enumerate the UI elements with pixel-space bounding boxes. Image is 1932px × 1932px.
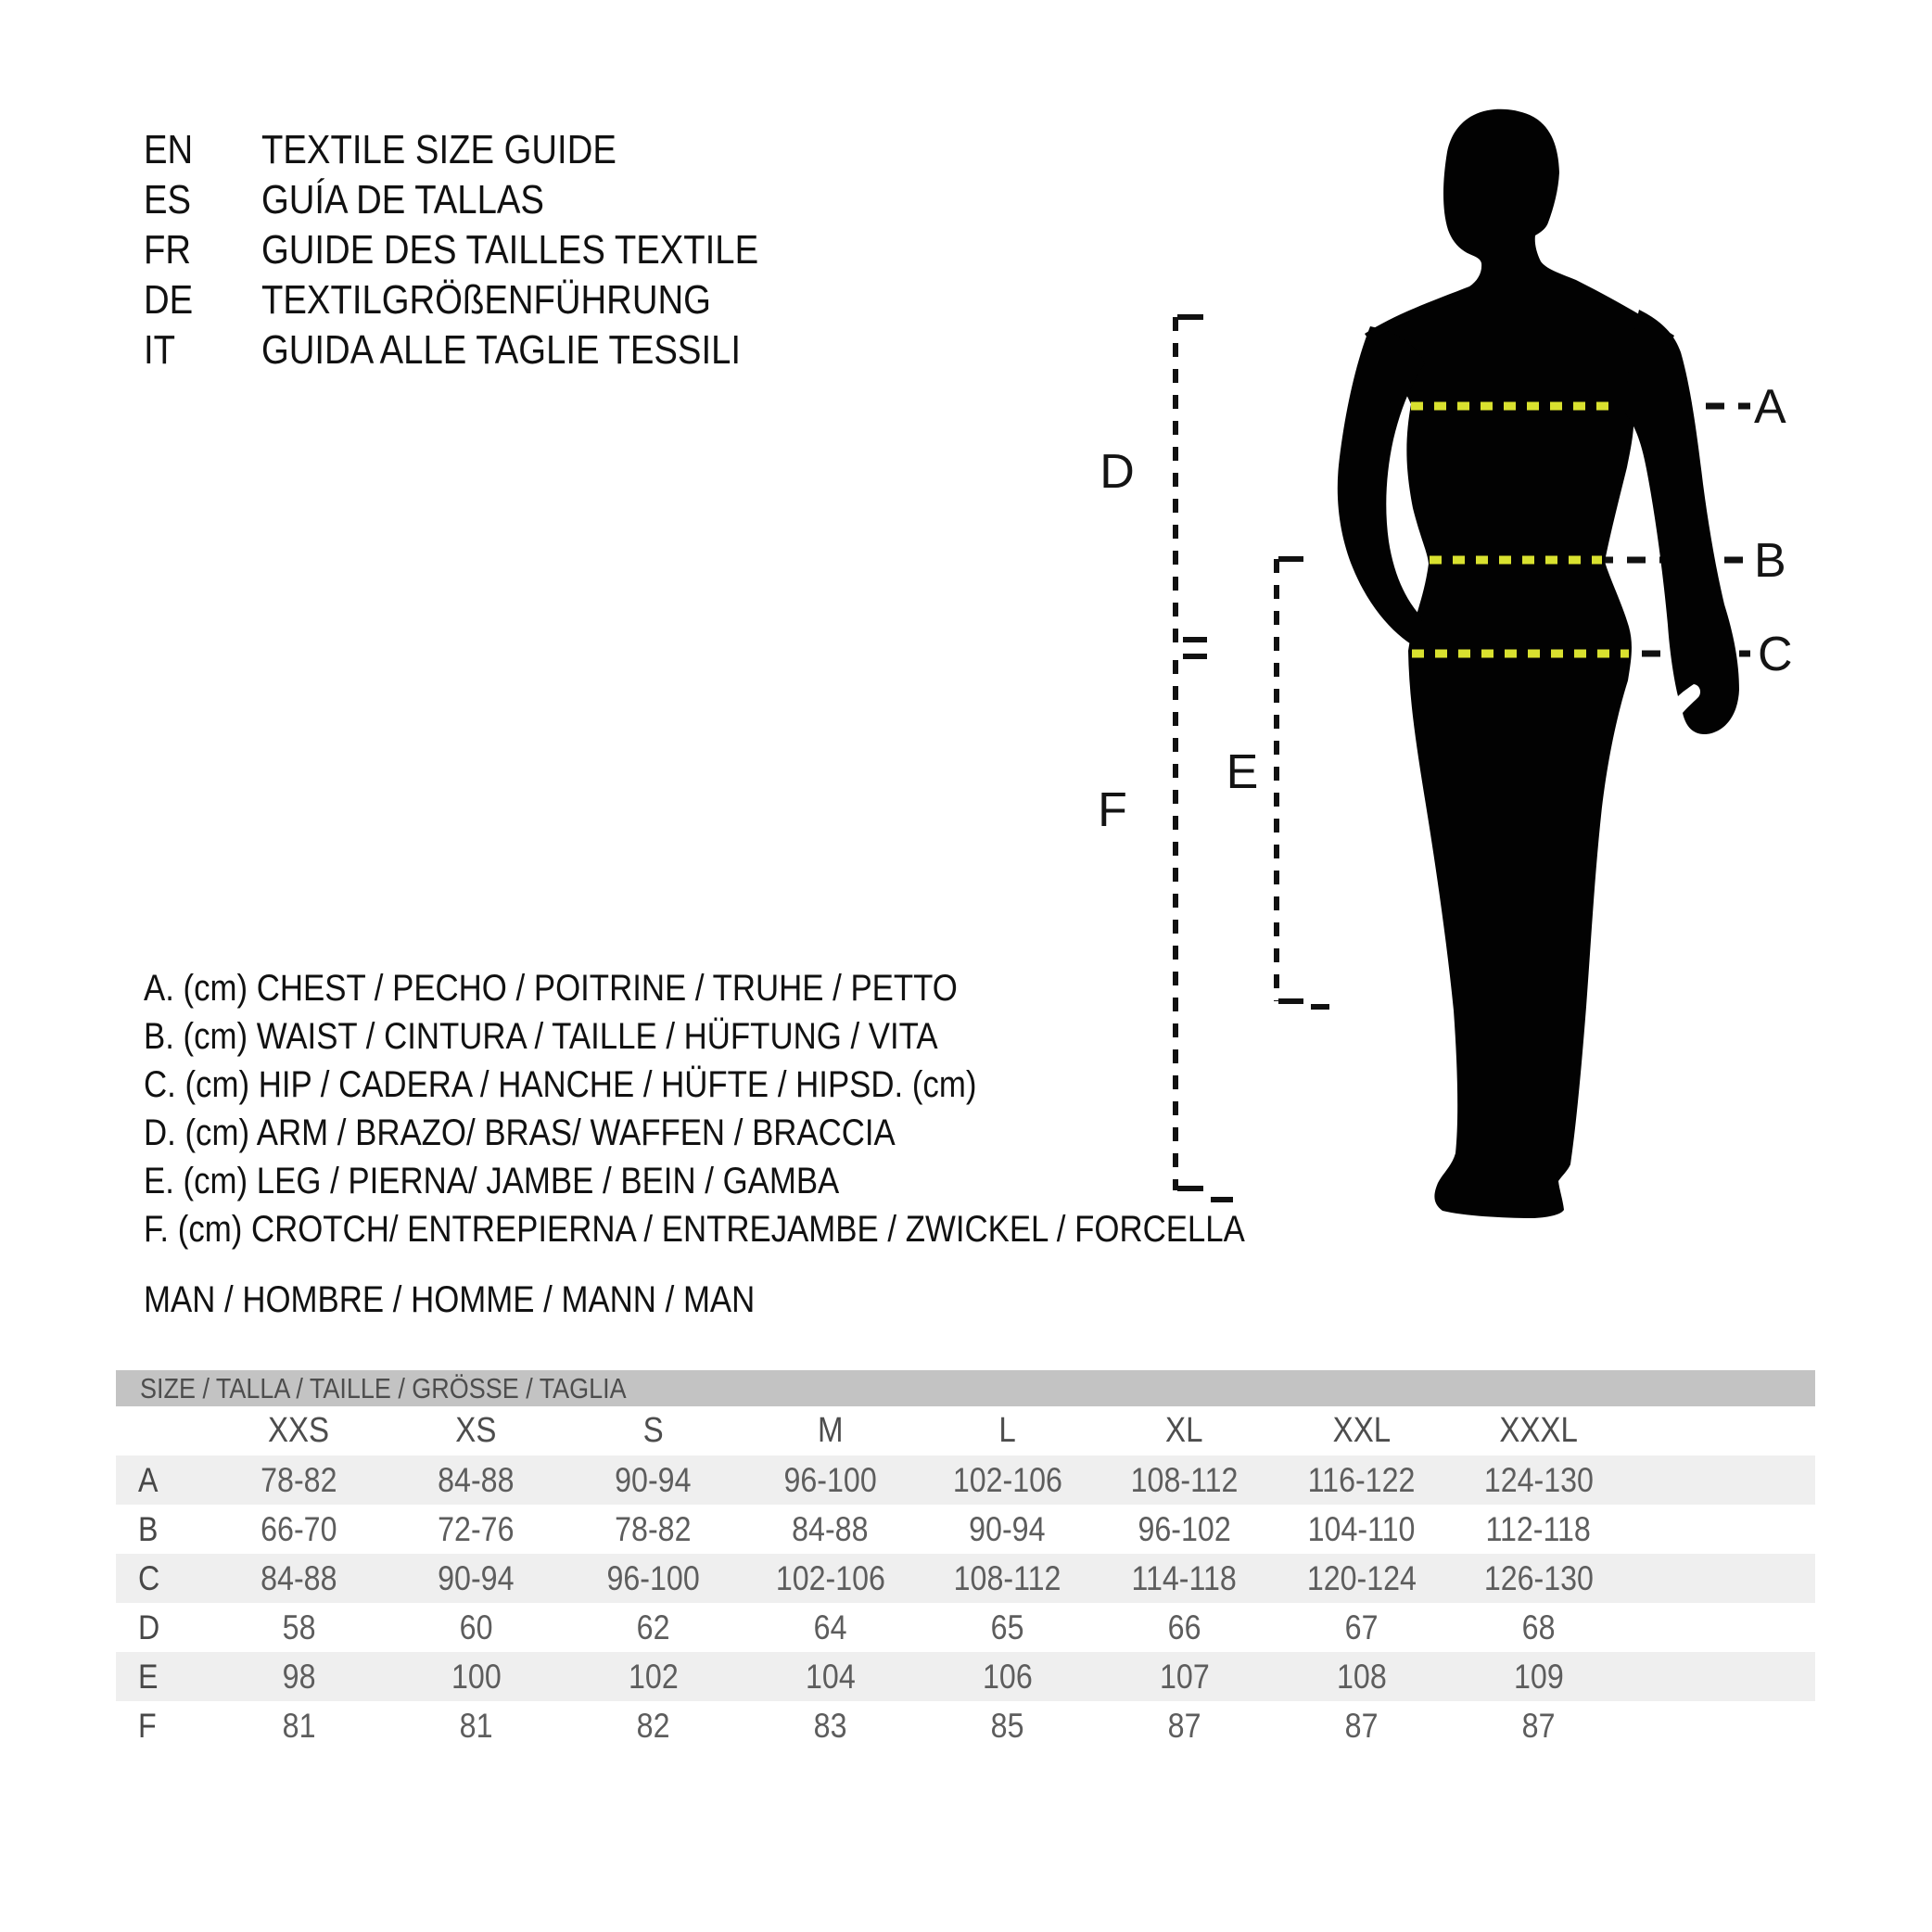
- size-col-header: XXXL: [1499, 1411, 1578, 1450]
- size-value-cell: 108: [1336, 1657, 1387, 1696]
- filler-cell: [1627, 1652, 1815, 1701]
- man-silhouette: [1365, 109, 1674, 1218]
- callout-letter-arm: D: [1099, 445, 1135, 499]
- category-line: MAN / HOMBRE / HOMME / MANN / MAN: [144, 1278, 756, 1320]
- size-value-cell: 81: [282, 1706, 316, 1745]
- language-code: EN: [144, 127, 194, 172]
- size-value-cell: 112-118: [1485, 1509, 1592, 1548]
- size-value-cell: 90-94: [969, 1509, 1046, 1548]
- language-title: GUÍA DE TALLAS: [261, 177, 544, 222]
- size-value-cell: 62: [636, 1608, 670, 1646]
- filler-cell: [1627, 1406, 1815, 1455]
- size-col-header: S: [642, 1411, 664, 1450]
- legend-line-hip: C. (cm) HIP / CADERA / HANCHE / HÜFTE / HIPSD. (cm): [144, 1063, 977, 1105]
- size-value-cell: 66-70: [261, 1509, 337, 1548]
- size-value-cell: 72-76: [438, 1509, 515, 1548]
- row-label: F: [138, 1706, 157, 1745]
- size-value-cell: 96-100: [783, 1460, 877, 1499]
- size-value-cell: 84-88: [792, 1509, 869, 1548]
- size-value-cell: 102-106: [952, 1460, 1062, 1499]
- right-arm-silhouette: [1625, 310, 1739, 734]
- size-value-cell: 84-88: [261, 1558, 337, 1597]
- size-value-cell: 116-122: [1307, 1460, 1416, 1499]
- language-code: ES: [144, 177, 192, 222]
- filler-cell: [1627, 1603, 1815, 1652]
- row-label: D: [138, 1608, 160, 1646]
- size-value-cell: 83: [813, 1706, 847, 1745]
- callout-letter-crotch: F: [1098, 783, 1127, 837]
- size-value-cell: 108-112: [953, 1558, 1061, 1597]
- callout-letter-leg: E: [1226, 745, 1259, 799]
- size-value-cell: 102-106: [775, 1558, 885, 1597]
- size-table: [116, 1406, 1815, 1750]
- filler-cell: [1627, 1554, 1815, 1603]
- table-row-leg: [116, 1652, 1815, 1701]
- size-value-cell: 102: [628, 1657, 679, 1696]
- legend-line-crotch: F. (cm) CROTCH/ ENTREPIERNA / ENTREJAMBE / ZWICKEL / FORCELLA: [144, 1208, 1245, 1250]
- language-code: IT: [144, 327, 176, 373]
- size-header-row: [116, 1406, 1815, 1455]
- size-col-header: M: [817, 1411, 844, 1450]
- row-label: B: [138, 1509, 159, 1548]
- size-value-cell: 58: [282, 1608, 316, 1646]
- language-title: GUIDA ALLE TAGLIE TESSILI: [261, 327, 742, 373]
- size-value-cell: 106: [982, 1657, 1033, 1696]
- callout-letter-hip: C: [1758, 628, 1793, 681]
- legend-line-waist: B. (cm) WAIST / CINTURA / TAILLE / HÜFTUNG / VITA: [144, 1015, 938, 1057]
- size-col-header: XXL: [1332, 1411, 1391, 1450]
- size-value-cell: 114-118: [1131, 1558, 1238, 1597]
- size-value-cell: 68: [1521, 1608, 1556, 1646]
- size-value-cell: 78-82: [615, 1509, 692, 1548]
- table-title: SIZE / TALLA / TAILLE / GRÖSSE / TAGLIA: [140, 1371, 627, 1405]
- size-value-cell: 120-124: [1306, 1558, 1417, 1597]
- size-value-cell: 96-100: [606, 1558, 700, 1597]
- legend-line-leg: E. (cm) LEG / PIERNA/ JAMBE / BEIN / GAMBA: [144, 1160, 840, 1201]
- size-value-cell: 85: [990, 1706, 1024, 1745]
- size-value-cell: 67: [1344, 1608, 1379, 1646]
- row-label: C: [138, 1558, 160, 1597]
- size-col-header: XL: [1165, 1411, 1203, 1450]
- size-col-header: XXS: [268, 1411, 330, 1450]
- size-table-section: [116, 1370, 1815, 1750]
- size-value-cell: 104-110: [1307, 1509, 1416, 1548]
- size-value-cell: 124-130: [1483, 1460, 1594, 1499]
- callout-letter-waist: B: [1754, 534, 1786, 588]
- filler-cell: [1627, 1505, 1815, 1554]
- size-value-cell: 66: [1167, 1608, 1201, 1646]
- size-value-cell: 87: [1521, 1706, 1556, 1745]
- language-title: TEXTILGRÖßENFÜHRUNG: [261, 277, 711, 323]
- table-row-chest: [116, 1455, 1815, 1505]
- table-title-bar: [116, 1370, 1815, 1406]
- language-code: DE: [144, 277, 194, 323]
- size-value-cell: 65: [990, 1608, 1024, 1646]
- size-value-cell: 81: [459, 1706, 493, 1745]
- size-value-cell: 98: [282, 1657, 316, 1696]
- size-col-header: XS: [455, 1411, 497, 1450]
- table-row-waist: [116, 1505, 1815, 1554]
- size-value-cell: 90-94: [438, 1558, 515, 1597]
- size-value-cell: 84-88: [438, 1460, 515, 1499]
- size-value-cell: 108-112: [1130, 1460, 1239, 1499]
- size-value-cell: 107: [1159, 1657, 1210, 1696]
- size-value-cell: 78-82: [261, 1460, 337, 1499]
- size-value-cell: 100: [451, 1657, 502, 1696]
- size-value-cell: 96-102: [1138, 1509, 1231, 1548]
- size-value-cell: 90-94: [615, 1460, 692, 1499]
- corner-cell: [116, 1406, 210, 1455]
- size-value-cell: 87: [1344, 1706, 1379, 1745]
- language-code: FR: [144, 227, 192, 273]
- size-value-cell: 109: [1513, 1657, 1564, 1696]
- table-row-arm: [116, 1603, 1815, 1652]
- table-row-crotch: [116, 1701, 1815, 1750]
- legend-line-chest: A. (cm) CHEST / PECHO / POITRINE / TRUHE / PETTO: [144, 967, 958, 1009]
- size-value-cell: 60: [459, 1608, 493, 1646]
- row-label: A: [138, 1460, 159, 1499]
- filler-cell: [1627, 1701, 1815, 1750]
- legend-line-arm: D. (cm) ARM / BRAZO/ BRAS/ WAFFEN / BRACCIA: [144, 1112, 896, 1153]
- size-value-cell: 82: [636, 1706, 670, 1745]
- size-col-header: L: [998, 1411, 1016, 1450]
- table-row-hip: [116, 1554, 1815, 1603]
- size-value-cell: 87: [1167, 1706, 1201, 1745]
- size-value-cell: 64: [813, 1608, 847, 1646]
- size-value-cell: 126-130: [1483, 1558, 1594, 1597]
- size-value-cell: 104: [805, 1657, 856, 1696]
- language-title: TEXTILE SIZE GUIDE: [261, 127, 616, 172]
- language-title: GUIDE DES TAILLES TEXTILE: [261, 227, 759, 273]
- filler-cell: [1627, 1455, 1815, 1505]
- row-label: E: [138, 1657, 159, 1696]
- callout-letter-chest: A: [1754, 380, 1786, 434]
